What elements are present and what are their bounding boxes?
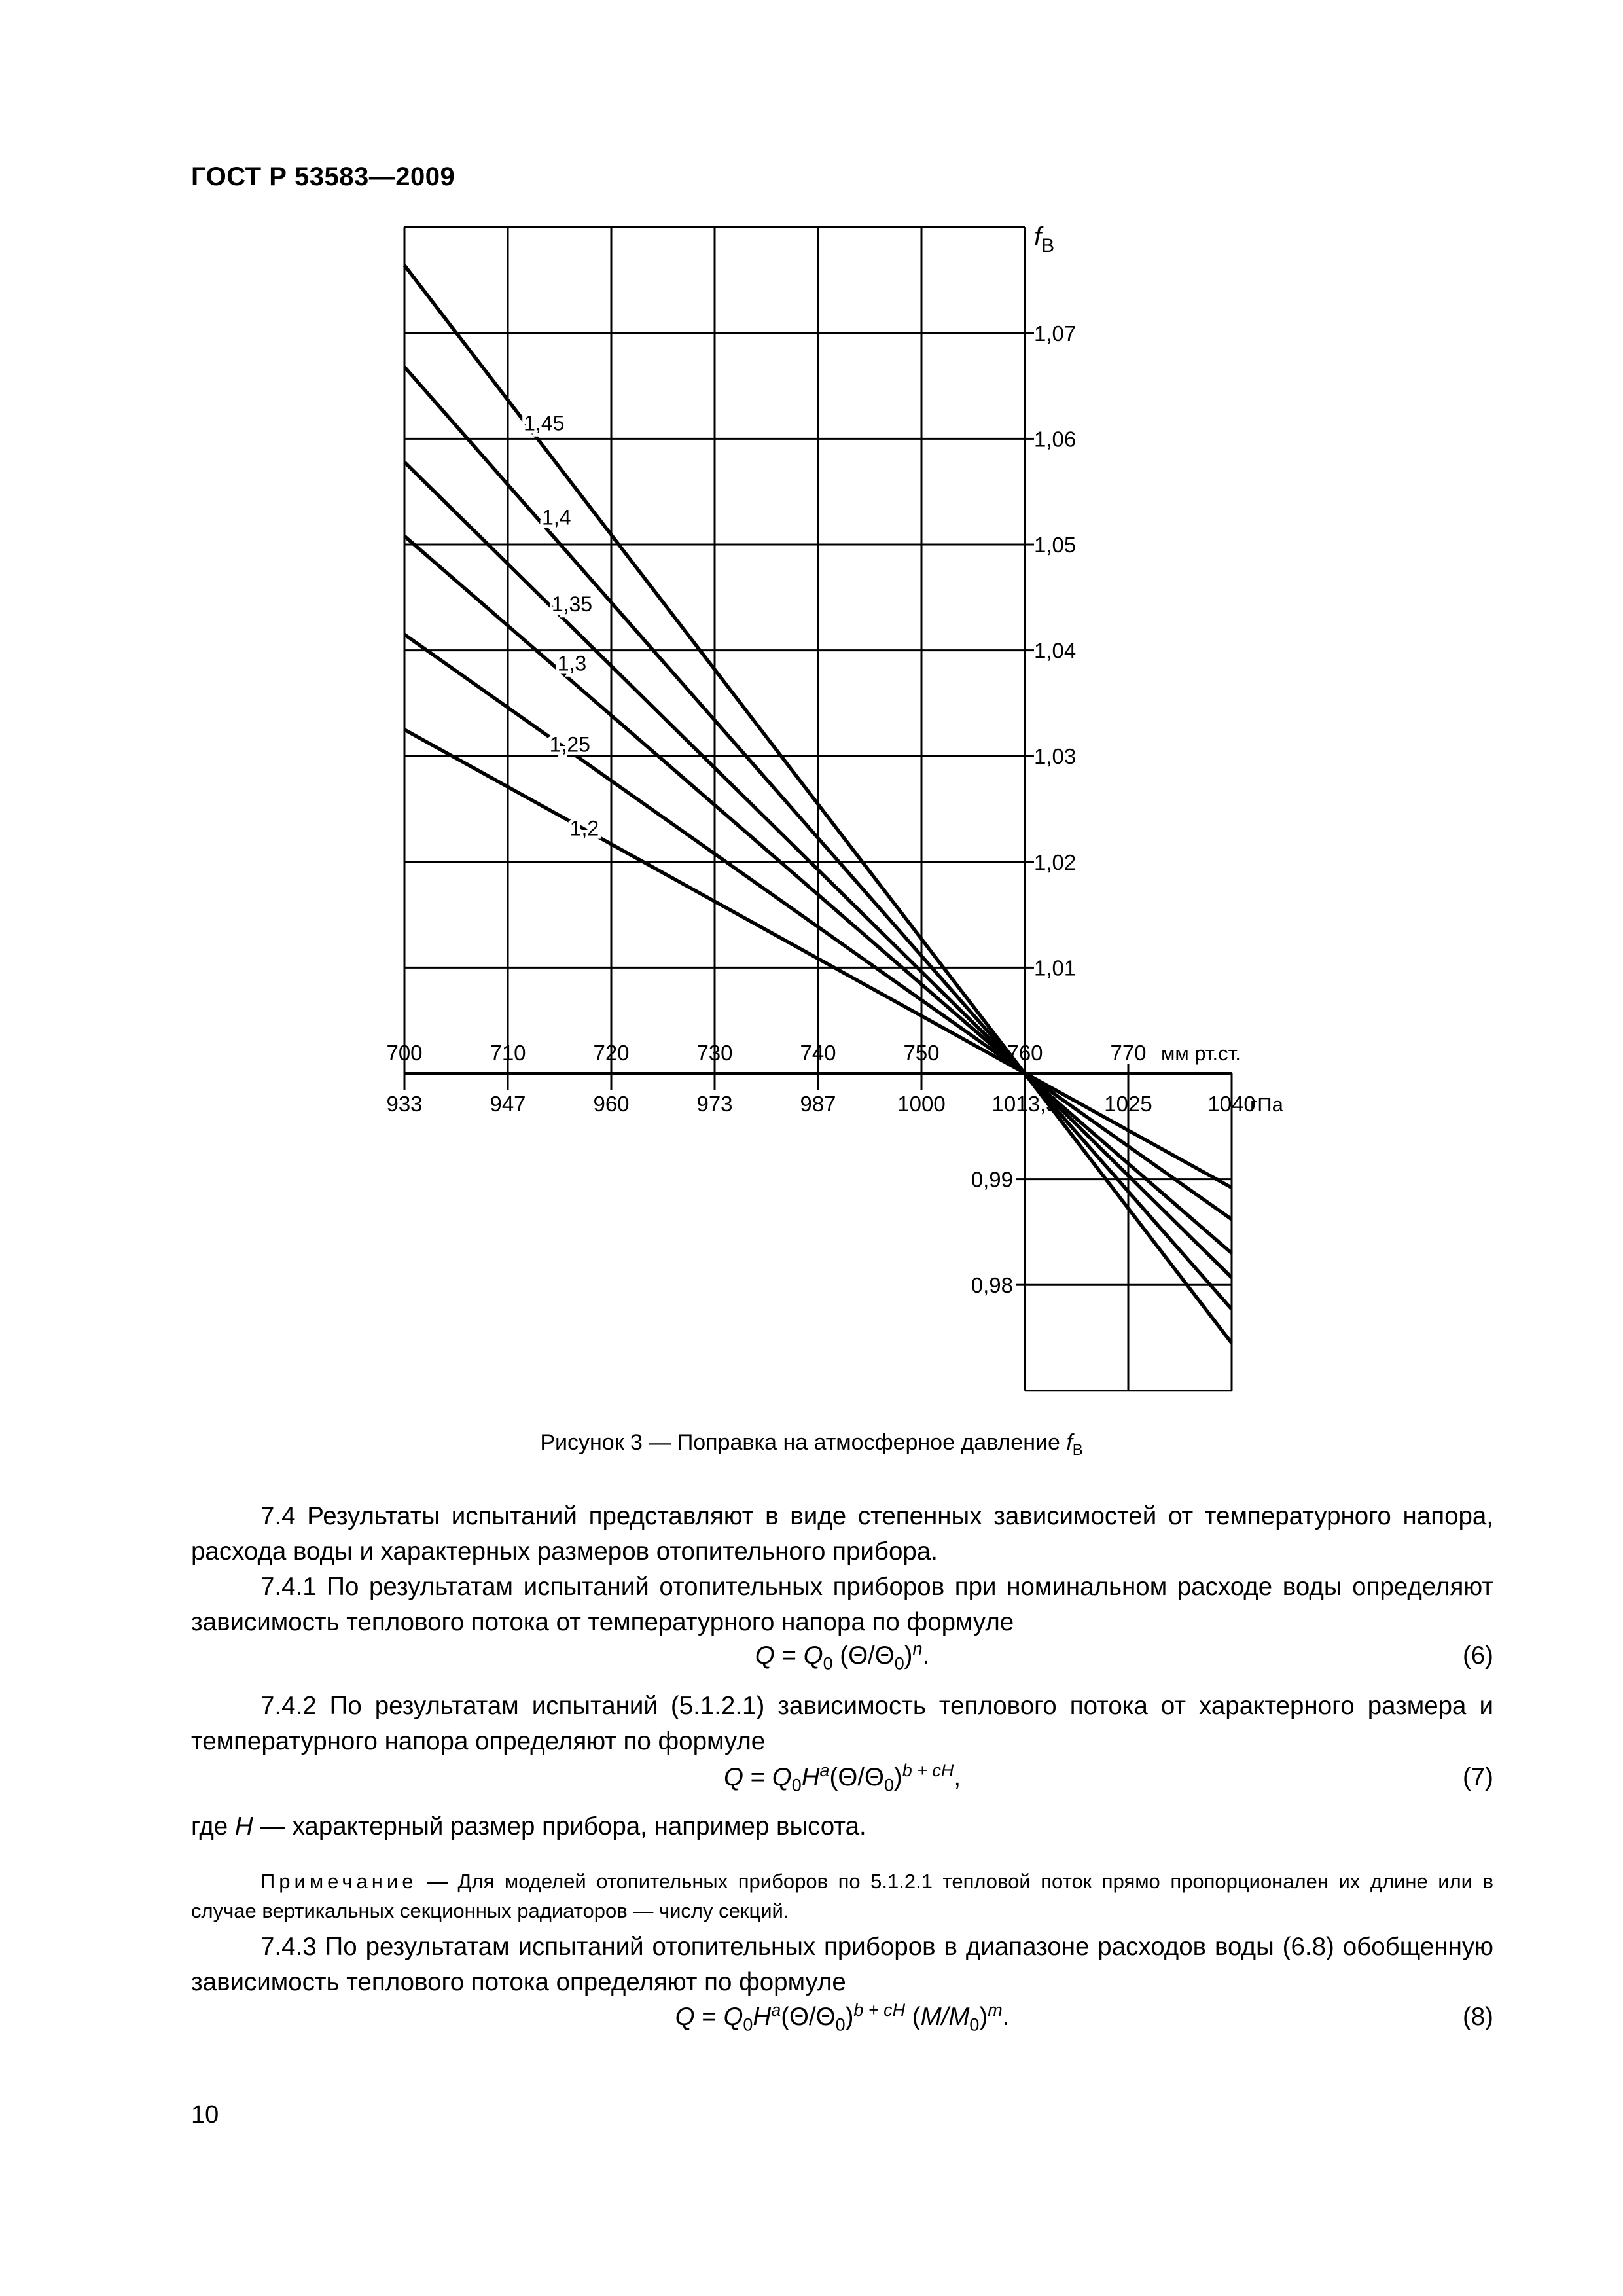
x-tick-label-bottom: 947 <box>490 1092 526 1116</box>
y-tick-label-upper: 1,01 <box>1034 956 1077 980</box>
document-header: ГОСТ Р 53583—2009 <box>191 162 455 191</box>
x-tick-label-top: 740 <box>800 1041 836 1065</box>
formula-7-number: (7) <box>1462 1763 1493 1791</box>
y-tick-label-upper: 1,06 <box>1034 427 1077 452</box>
x-tick-label-bottom: 987 <box>800 1092 836 1116</box>
note <box>191 1867 1493 1926</box>
page-number: 10 <box>191 2101 219 2128</box>
x-unit-top: мм рт.ст. <box>1161 1042 1241 1065</box>
paragraph-7-4: 7.4 Результаты испытаний представляют в виде степенных зависимостей от температурного напора, расхода воды и характерных размеров отопительного прибора. <box>191 1502 1493 1566</box>
y-tick-label-upper: 1,03 <box>1034 744 1077 769</box>
note-body: — Для моделей отопительных приборов по 5.1.2.1 тепловой поток прямо пропорционален их длине или в случае вертикальных секционных радиаторов — числу секций. <box>191 1870 1493 1922</box>
series-label: 1,35 <box>551 592 593 616</box>
x-unit-bottom: гПа <box>1250 1093 1283 1116</box>
y-tick-label-upper: 1,04 <box>1034 638 1077 663</box>
formula-8-number: (8) <box>1462 2003 1493 2031</box>
x-tick-label-top: 720 <box>593 1041 630 1065</box>
y-tick-label-upper: 1,05 <box>1034 533 1077 557</box>
x-tick-label-bottom: 1013,3 <box>991 1092 1058 1116</box>
x-tick-label-bottom: 1025 <box>1104 1092 1152 1116</box>
paragraph-7-4-1: 7.4.1 По результатам испытаний отопительных приборов при номинальном расходе воды определяют зависимость теплового потока от температурного напора по формуле <box>191 1573 1493 1636</box>
x-tick-label-bottom: 933 <box>386 1092 423 1116</box>
figure-caption-symbol: f <box>1066 1430 1073 1455</box>
series-label: 1,2 <box>569 816 599 840</box>
y-axis-label: $f_В$ <box>1034 223 1055 257</box>
x-tick-label-top: 700 <box>386 1041 423 1065</box>
note-label: Примечание <box>260 1870 418 1893</box>
where-clause: где H — характерный размер прибора, например высота. <box>191 1812 866 1840</box>
x-tick-label-top: 750 <box>903 1041 940 1065</box>
y-tick-label-lower: 0,98 <box>971 1273 1013 1298</box>
x-tick-label-top: 730 <box>696 1041 733 1065</box>
figure-caption-text: Рисунок 3 — Поправка на атмосферное давление <box>540 1430 1067 1455</box>
paragraph-7-4-2: 7.4.2 По результатам испытаний (5.1.2.1) зависимость теплового потока от характерного размера и температурного напора определяют по формуле <box>191 1692 1493 1755</box>
y-tick-label-upper: 1,07 <box>1034 321 1077 346</box>
chart-labels <box>386 223 1283 1297</box>
series-label: 1,45 <box>524 411 565 435</box>
formula-8: $Q = Q_0H^a(\Theta/\Theta_0)^{b + cH}$ $(M/M_0)^m$. (8) <box>675 2000 1493 2035</box>
x-tick-label-bottom: 960 <box>593 1092 630 1116</box>
y-tick-label-upper: 1,02 <box>1034 850 1077 874</box>
x-tick-label-bottom: 1000 <box>897 1092 946 1116</box>
formula-6-number: (6) <box>1462 1641 1493 1670</box>
x-tick-label-top: 710 <box>490 1041 526 1065</box>
figure-caption-symbol-sub: В <box>1072 1441 1083 1459</box>
series-label: 1,25 <box>549 732 590 757</box>
y-tick-label-lower: 0,99 <box>971 1167 1013 1192</box>
paragraph-7-4-3: 7.4.3 По результатам испытаний отопительных приборов в диапазоне расходов воды (6.8) обобщенную зависимость теплового потока определяют по формуле <box>191 1933 1493 1996</box>
series-label: 1,4 <box>542 505 571 529</box>
x-tick-label-top: 770 <box>1110 1041 1147 1065</box>
x-tick-label-bottom: 973 <box>696 1092 733 1116</box>
x-tick-label-bottom: 1040 <box>1207 1092 1256 1116</box>
figure-caption <box>0 1430 1623 1459</box>
series-label: 1,3 <box>557 651 587 675</box>
formula-7: $Q = Q_0H^a(\Theta/\Theta_0)^{b + cH}$, (7) <box>723 1761 1493 1795</box>
chart-grid <box>404 227 1232 1391</box>
formula-6: $Q = Q_0$ $(\Theta/\Theta_0)^n$. (6) <box>755 1639 1493 1674</box>
x-tick-label-top: 760 <box>1007 1041 1043 1065</box>
